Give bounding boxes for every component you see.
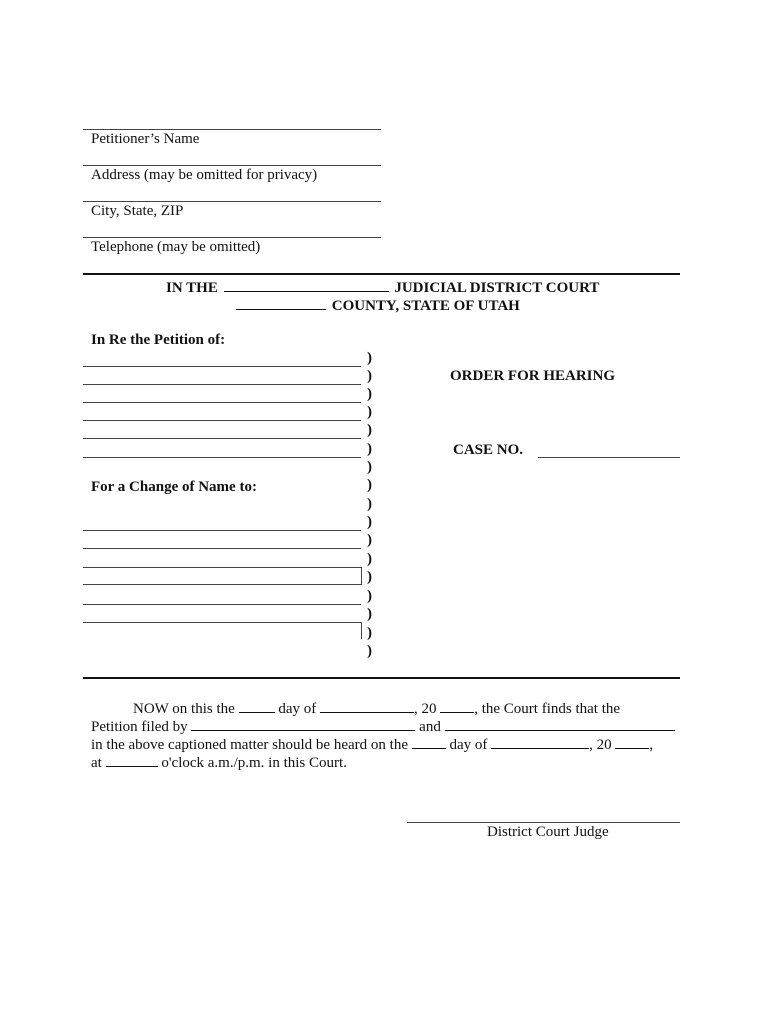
paren: ) bbox=[367, 606, 372, 622]
paren: ) bbox=[367, 441, 372, 457]
county-suffix: COUNTY, STATE OF UTAH bbox=[331, 298, 520, 314]
petitioner-name-label: Petitioner’s Name bbox=[91, 131, 200, 147]
court-caption-line1 bbox=[166, 278, 599, 297]
paren: ) bbox=[367, 551, 372, 567]
district-number-blank[interactable] bbox=[224, 278, 389, 292]
telephone-label: Telephone (may be omitted) bbox=[91, 239, 261, 255]
judge-signature-label: District Court Judge bbox=[487, 824, 609, 840]
paren: ) bbox=[367, 588, 372, 604]
hearing-findings-day-blank[interactable] bbox=[239, 699, 275, 713]
paren: ) bbox=[367, 532, 372, 548]
petition-name-line-6[interactable] bbox=[83, 457, 361, 458]
telephone-line[interactable] bbox=[83, 237, 381, 238]
city-state-zip-line[interactable] bbox=[83, 201, 381, 202]
new-name-line-2[interactable] bbox=[83, 548, 361, 549]
change-name-label: For a Change of Name to: bbox=[91, 479, 257, 495]
petition-name-line-1[interactable] bbox=[83, 366, 361, 367]
order-title: ORDER FOR HEARING bbox=[450, 368, 616, 384]
new-name-line-5[interactable] bbox=[83, 622, 362, 639]
city-state-zip-label: City, State, ZIP bbox=[91, 203, 184, 219]
body-line-3: in the above captioned matter should be heard on the day of , 20 , bbox=[91, 737, 654, 753]
court-suffix: JUDICIAL DISTRICT COURT bbox=[394, 280, 600, 296]
hearing-findings-month-blank[interactable] bbox=[320, 699, 414, 713]
paren: ) bbox=[367, 404, 372, 420]
paren: ) bbox=[367, 422, 372, 438]
petition-name-line-4[interactable] bbox=[83, 420, 361, 421]
hearing-year-blank[interactable] bbox=[615, 735, 649, 749]
petition-name-line-3[interactable] bbox=[83, 402, 361, 403]
body-line-2: Petition filed by and bbox=[91, 717, 675, 736]
new-name-line-1[interactable] bbox=[83, 530, 361, 531]
paren: ) bbox=[367, 496, 372, 512]
case-no-label: CASE NO. bbox=[453, 442, 524, 458]
petition-filed-by-second-blank[interactable] bbox=[445, 717, 675, 731]
paren: ) bbox=[367, 625, 372, 641]
court-caption-line2 bbox=[236, 296, 520, 315]
petition-filed-by-blank[interactable] bbox=[191, 717, 415, 731]
caption-top-rule bbox=[83, 273, 680, 275]
in-re-label: In Re the Petition of: bbox=[91, 332, 226, 348]
new-name-line-4[interactable] bbox=[83, 604, 361, 605]
paren: ) bbox=[367, 350, 372, 366]
hearing-time-blank[interactable] bbox=[106, 753, 158, 767]
court-prefix: IN THE bbox=[166, 280, 218, 296]
case-no-line[interactable] bbox=[538, 457, 680, 458]
caption-bottom-rule bbox=[83, 677, 680, 679]
address-label: Address (may be omitted for privacy) bbox=[91, 167, 318, 183]
paren: ) bbox=[367, 514, 372, 530]
body-line-1: NOW on this the day of , 20 , the Court finds that the bbox=[133, 701, 621, 717]
paren: ) bbox=[367, 569, 372, 585]
hearing-findings-year-blank[interactable] bbox=[440, 699, 474, 713]
hearing-day-blank[interactable] bbox=[412, 735, 446, 749]
petition-name-line-5[interactable] bbox=[83, 438, 361, 439]
hearing-month-blank[interactable] bbox=[491, 735, 589, 749]
judge-signature-line[interactable] bbox=[407, 822, 680, 823]
paren: ) bbox=[367, 459, 372, 475]
county-blank[interactable] bbox=[236, 296, 326, 310]
petition-name-line-2[interactable] bbox=[83, 384, 361, 385]
paren: ) bbox=[367, 386, 372, 402]
paren: ) bbox=[367, 643, 372, 659]
paren: ) bbox=[367, 477, 372, 493]
paren: ) bbox=[367, 368, 372, 384]
address-line[interactable] bbox=[83, 165, 381, 166]
body-line-4: at o'clock a.m./p.m. in this Court. bbox=[91, 755, 347, 771]
new-name-line-3[interactable] bbox=[83, 567, 362, 585]
petitioner-name-line[interactable] bbox=[83, 129, 381, 130]
